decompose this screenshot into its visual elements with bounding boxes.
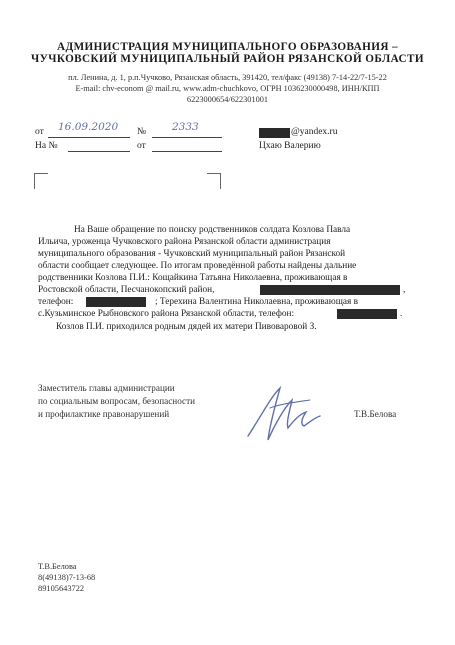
body-line-7a: телефон:	[38, 297, 74, 307]
executor-name: Т.В.Белова	[38, 562, 77, 571]
reply-number-label: На №	[35, 141, 58, 151]
recipient-email: @yandex.ru	[291, 127, 338, 137]
org-title-line2: ЧУЧКОВСКИЙ МУНИЦИПАЛЬНЫЙ РАЙОН РЯЗАНСКОЙ ОБЛАСТИ	[31, 53, 424, 65]
bracket-left	[34, 173, 48, 189]
reply-number-underline	[68, 151, 130, 152]
recipient-name: Цхаю Валерию	[259, 141, 321, 151]
redacted-email	[259, 128, 290, 138]
address-line2: E-mail: chv-econom @ mail.ru, www.adm-chuchkovo, ОГРН 1036230000498, ИНН/КПП	[75, 84, 380, 93]
body-line-8-end: .	[400, 309, 403, 319]
body-line-7b: ; Терехина Валентина Николаевна, проживающая в	[155, 297, 359, 307]
address-line3: 6223000654/622301001	[186, 95, 269, 104]
body-line-1: На Ваше обращение по поиску родственников солдата Козлова Павла	[74, 225, 351, 235]
reply-date-underline	[152, 151, 222, 152]
executor-phone-1: 8(49138)7-13-68	[38, 573, 96, 582]
date-handwritten: 16.09.2020	[58, 121, 119, 133]
number-underline	[152, 137, 222, 138]
address-line1: пл. Ленина, д. 1, р.п.Чучково, Рязанская область, 391420, тел/факс (49138) 7-14-22/7-15-22	[68, 73, 387, 82]
body-line-6: Ростовской области, Песчанокопский район,	[38, 285, 215, 295]
redacted-phone-2	[337, 309, 397, 319]
bracket-right	[207, 173, 221, 189]
signer-name: Т.В.Белова	[354, 409, 397, 419]
body-line-4: области сообщает следующее. По итогам проведённой работы найдены дальние	[38, 261, 357, 271]
body-line-5: родственники Козлова П.И.: Кощайкина Татьяна Николаевна, проживающая в	[38, 273, 348, 283]
body-line-2: Ильича, уроженца Чучковского района Рязанской области администрация	[38, 237, 331, 247]
signer-title-line2: по социальным вопросам, безопасности	[38, 396, 196, 406]
signer-title-line3: и профилактике правонарушений	[38, 409, 170, 419]
number-handwritten: 2333	[172, 121, 199, 133]
date-underline	[48, 137, 130, 138]
signer-title-line1: Заместитель главы администрации	[38, 383, 175, 393]
body-paragraph-2: Козлов П.И. приходился родным дядей их матери Пивоваровой З.	[56, 322, 317, 332]
redacted-phone-1	[86, 297, 146, 307]
org-title-line1: АДМИНИСТРАЦИЯ МУНИЦИПАЛЬНОГО ОБРАЗОВАНИЯ –	[57, 41, 398, 53]
reply-date-label: от	[137, 141, 146, 151]
body-line-8: с.Кузьминское Рыбновского района Рязанской области, телефон:	[38, 309, 295, 319]
executor-phone-2: 89105643722	[38, 584, 85, 593]
handwritten-signature-icon	[240, 378, 330, 448]
date-label: от	[35, 127, 44, 137]
body-line-6-end: ,	[403, 285, 406, 295]
body-line-3: муниципального образования - Чучковский муниципальный район Рязанской	[38, 249, 346, 259]
redacted-address	[260, 285, 400, 295]
number-label: №	[137, 127, 147, 137]
